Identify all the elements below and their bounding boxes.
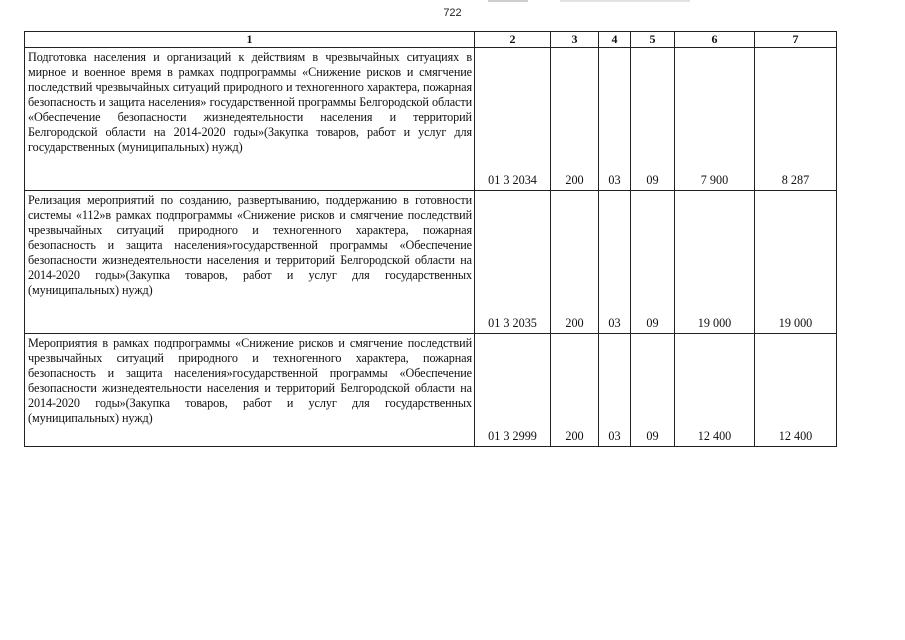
- expense-type: 200: [551, 48, 599, 191]
- subsection: 09: [631, 48, 675, 191]
- target-code: 01 3 2035: [475, 191, 551, 334]
- column-header: 3: [551, 32, 599, 48]
- amount-col7: 12 400: [755, 334, 837, 447]
- subsection: 09: [631, 191, 675, 334]
- table-row: [25, 191, 837, 334]
- column-header: 4: [599, 32, 631, 48]
- amount-col7: 19 000: [755, 191, 837, 334]
- column-header: 7: [755, 32, 837, 48]
- scan-artifact: [560, 0, 690, 2]
- header-row: [25, 32, 837, 48]
- row-description: Подготовка населения и организаций к действиям в чрезвычайных ситуациях в мирное и военное время в рамках подпрограммы «Снижение рисков и смягчение последствий чрезвычайных ситуаций природного и техногенного характера, пожарная безопасность и защита населения» государственной программы Белгородской области «Обеспечение безопасности жизнедеятельности населения и территорий Белгородской области на 2014-2020 годы»(Закупка товаров, работ и услуг для государственных (муниципальных) нужд): [25, 48, 475, 191]
- row-description: Релизация мероприятий по созданию, развертыванию, поддержанию в готовности системы «112»в рамках подпрограммы «Снижение рисков и смягчение последствий чрезвычайных ситуаций природного и техногенного характера, пожарная безопасность и защита населения»государственной программы «Обеспечение безопасности жизнедеятельности населения и территорий Белгородской области на 2014-2020 годы»(Закупка товаров, работ и услуг для государственных (муниципальных) нужд): [25, 191, 475, 334]
- amount-col6: 7 900: [675, 48, 755, 191]
- section: 03: [599, 48, 631, 191]
- expense-type: 200: [551, 191, 599, 334]
- amount-col7: 8 287: [755, 48, 837, 191]
- section: 03: [599, 191, 631, 334]
- row-description: Мероприятия в рамках подпрограммы «Снижение рисков и смягчение последствий чрезвычайных ситуаций природного и техногенного характера, пожарная безопасность и защита населения»государственной программы «Обеспечение безопасности жизнедеятельности населения и территорий Белгородской области на 2014-2020 годы»(Закупка товаров, работ и услуг для государственных (муниципальных) нужд): [25, 334, 475, 447]
- column-header: 6: [675, 32, 755, 48]
- subsection: 09: [631, 334, 675, 447]
- expense-type: 200: [551, 334, 599, 447]
- target-code: 01 3 2999: [475, 334, 551, 447]
- budget-table: [24, 31, 837, 447]
- column-header: 2: [475, 32, 551, 48]
- table-row: [25, 334, 837, 447]
- amount-col6: 12 400: [675, 334, 755, 447]
- column-header: 5: [631, 32, 675, 48]
- section: 03: [599, 334, 631, 447]
- scan-artifact: [488, 0, 528, 2]
- target-code: 01 3 2034: [475, 48, 551, 191]
- page-number: 722: [443, 7, 462, 19]
- table-row: [25, 48, 837, 191]
- amount-col6: 19 000: [675, 191, 755, 334]
- column-header: 1: [25, 32, 475, 48]
